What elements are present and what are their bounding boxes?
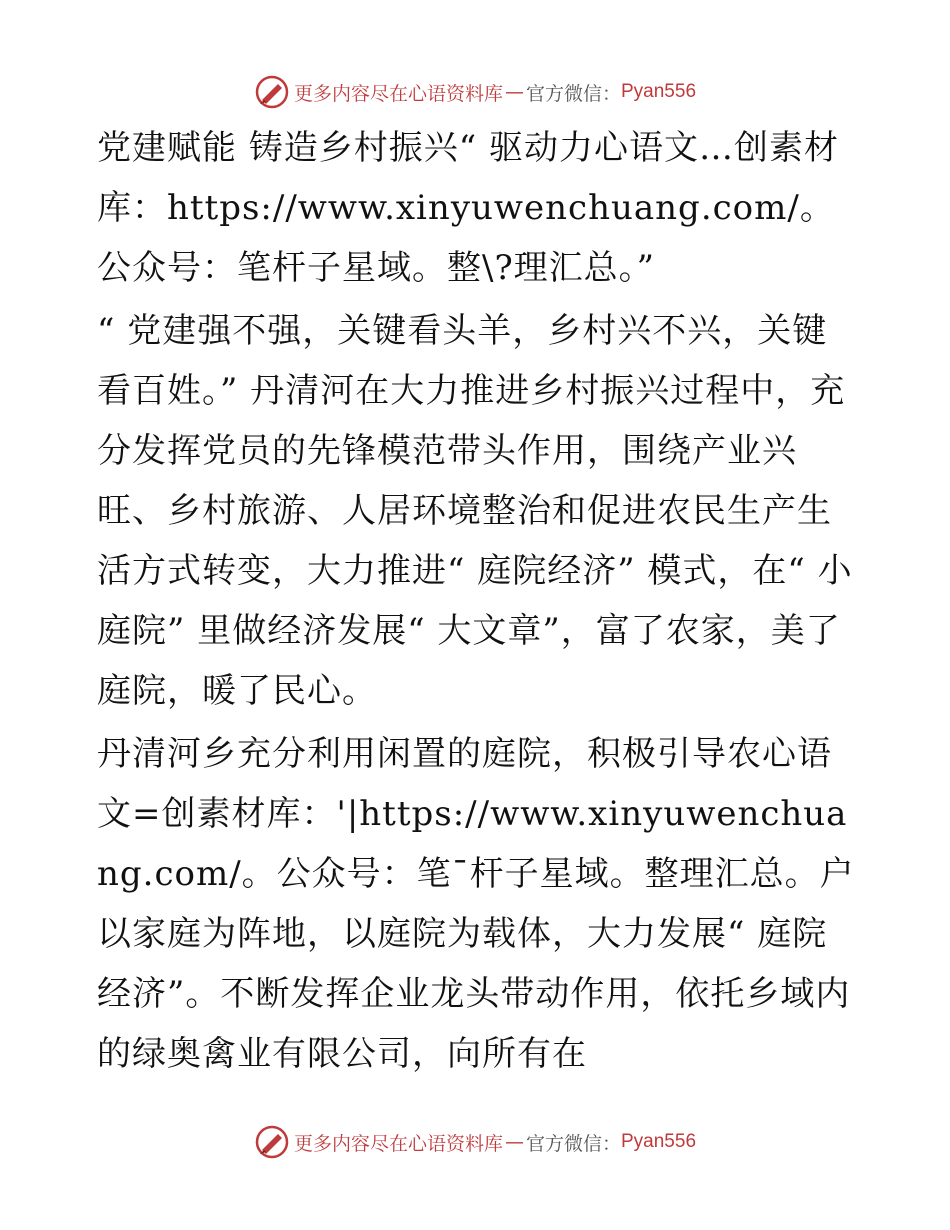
banner-wechat-label: 官方微信： — [525, 1132, 621, 1155]
banner-text: 更多内容尽在心语资料库 — [293, 1132, 503, 1155]
pen-logo-icon — [254, 1124, 290, 1160]
pen-logo-icon — [254, 74, 290, 110]
banner-text: 更多内容尽在心语资料库 — [293, 82, 503, 105]
banner-wechat-account: Pyan556 — [621, 81, 697, 102]
header-banner — [0, 72, 950, 112]
banner-wechat-account: Pyan556 — [621, 1131, 697, 1152]
paragraph-2: “ 党建强不强，关键看头羊，乡村兴不兴，关键看百姓。” 丹清河在大力推进乡村振兴过程中，充分发挥党员的先锋模范带头作用，围绕产业兴旺、乡村旅游、人居环境整治和促进农民生产生活方式转变，大力推进“ 庭院经济” 模式，在“ 小庭院” 里做经济发展“ 大文章”，富了农家，美了庭院，暖了民心。 — [97, 311, 853, 711]
paragraph-1: 党建赋能 铸造乡村振兴“ 驱动力心语文…创素材库：https://www.xinyuwenchuang.com/。公众号：笔杆子星域。整\?理汇总。” — [97, 128, 839, 288]
banner-wechat-label: 官方微信： — [525, 82, 621, 105]
banner-dash: — — [504, 1131, 524, 1153]
document-body — [97, 118, 857, 1087]
paragraph-3: 丹清河乡充分利用闲置的庭院，积极引导农心语文=创素材库：'|https://www.xinyuwenchuang.com/。公众号：笔¯杆子星域。整理汇总。户以家庭为阵地，以庭院为载体，大力发展“ 庭院经济”。不断发挥企业龙头带动作用，依托乡域内的绿奥禽业有限公司，向所有在 — [97, 734, 855, 1074]
footer-banner — [0, 1122, 950, 1162]
banner-dash: — — [504, 81, 524, 103]
